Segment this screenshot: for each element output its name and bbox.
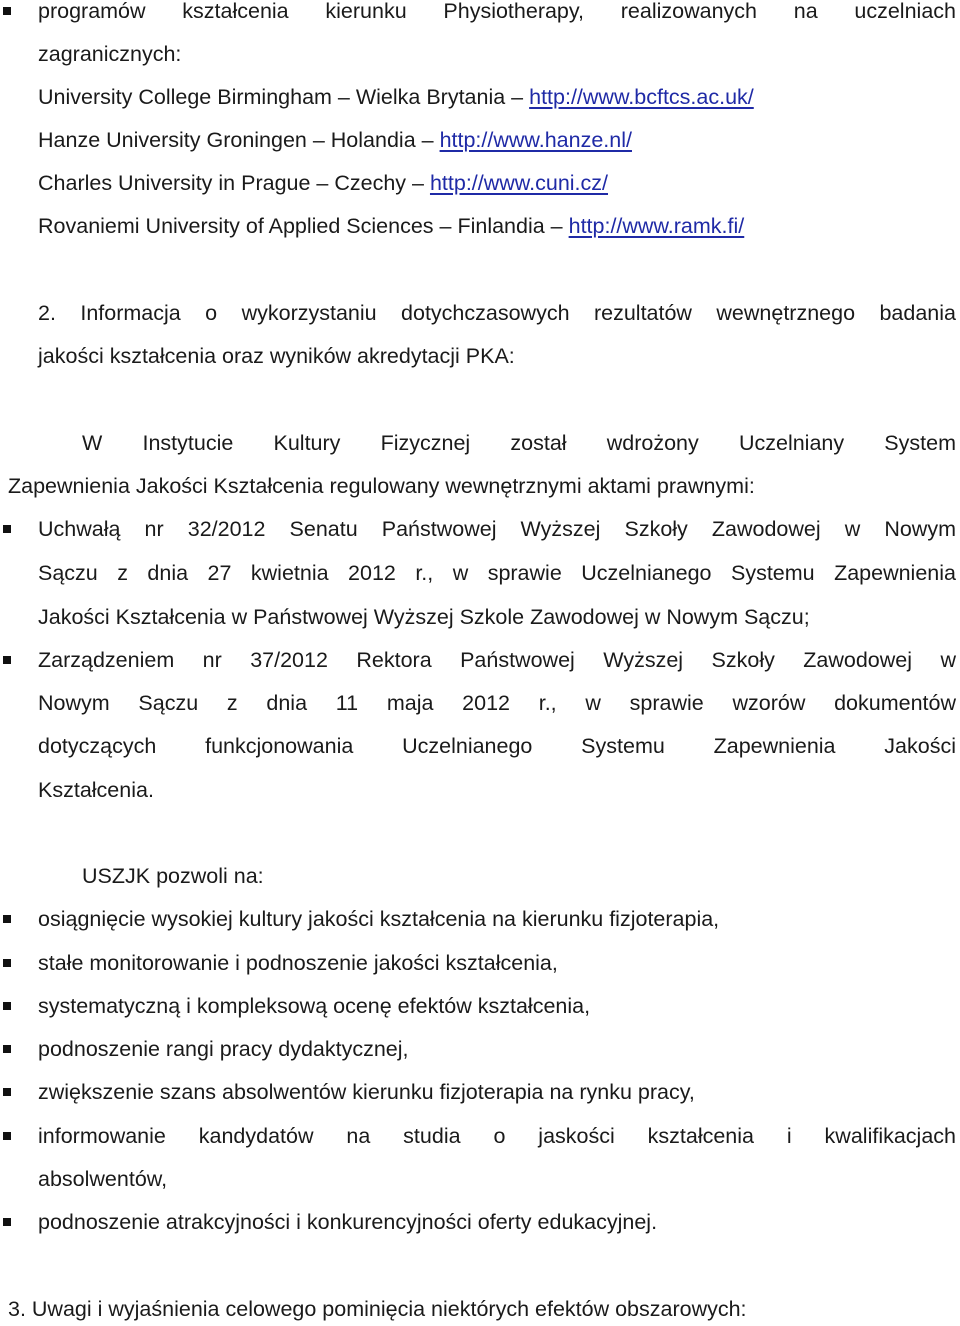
act-2-line-4: Kształcenia. bbox=[38, 778, 154, 802]
uszjk-list-item: podnoszenie rangi pracy dydaktycznej, bbox=[38, 1037, 409, 1061]
uszjk-list-item: zwiększenie szans absolwentów kierunku fizjoterapia na rynku pracy, bbox=[38, 1080, 695, 1104]
bullet-square-icon bbox=[3, 1132, 11, 1140]
university-link[interactable]: http://www.cuni.cz/ bbox=[429, 171, 609, 195]
institute-paragraph-line-1: W Instytucie Kultury Fizycznej został wdrożony Uczelniany System bbox=[82, 431, 956, 455]
university-name: Charles University in Prague – Czechy – bbox=[38, 171, 424, 195]
uszjk-list-item: informowanie kandydatów na studia o jaskości kształcenia i kwalifikacjach bbox=[38, 1124, 956, 1148]
bullet-square-icon bbox=[3, 1045, 11, 1053]
bullet-square-icon bbox=[3, 656, 11, 664]
programs-intro-line-1: programów kształcenia kierunku Physiotherapy, realizowanych na uczelniach bbox=[38, 0, 956, 23]
bullet-square-icon bbox=[3, 1002, 11, 1010]
section-2-heading-line-1: 2. Informacja o wykorzystaniu dotychczasowych rezultatów wewnętrznego badania bbox=[38, 301, 956, 325]
university-name: Rovaniemi University of Applied Sciences – Finlandia – bbox=[38, 214, 563, 238]
uszjk-list-item: systematyczną i kompleksową ocenę efektów kształcenia, bbox=[38, 994, 591, 1018]
institute-paragraph-line-2: Zapewnienia Jakości Kształcenia regulowany wewnętrznymi aktami prawnymi: bbox=[8, 474, 755, 498]
uszjk-intro: USZJK pozwoli na: bbox=[82, 864, 264, 888]
university-item bbox=[38, 125, 632, 155]
university-link[interactable]: http://www.ramk.fi/ bbox=[568, 214, 745, 238]
uszjk-list-item: stałe monitorowanie i podnoszenie jakości kształcenia, bbox=[38, 951, 558, 975]
programs-intro-line-2: zagranicznych: bbox=[38, 42, 182, 66]
section-2-heading-line-2: jakości kształcenia oraz wyników akredytacji PKA: bbox=[38, 344, 515, 368]
act-1-line-3: Jakości Kształcenia w Państwowej Wyższej Szkole Zawodowej w Nowym Sączu; bbox=[38, 605, 810, 629]
act-2-line-3: dotyczących funkcjonowania Uczelnianego Systemu Zapewnienia Jakości bbox=[38, 734, 956, 758]
university-item bbox=[38, 82, 754, 112]
bullet-square-icon bbox=[3, 959, 11, 967]
university-name: University College Birmingham – Wielka Brytania – bbox=[38, 85, 524, 109]
act-2-line-1: Zarządzeniem nr 37/2012 Rektora Państwowej Wyższej Szkoły Zawodowej w bbox=[38, 648, 956, 672]
section-3-heading: 3. Uwagi i wyjaśnienia celowego pominięcia niektórych efektów obszarowych: bbox=[8, 1297, 747, 1321]
university-link[interactable]: http://www.bcftcs.ac.uk/ bbox=[529, 85, 754, 109]
bullet-square-icon bbox=[3, 7, 11, 15]
university-item bbox=[38, 211, 744, 241]
act-1-line-1: Uchwałą nr 32/2012 Senatu Państwowej Wyższej Szkoły Zawodowej w Nowym bbox=[38, 517, 956, 541]
university-item bbox=[38, 168, 608, 198]
bullet-square-icon bbox=[3, 1088, 11, 1096]
uszjk-list-item-continuation: absolwentów, bbox=[38, 1167, 168, 1191]
act-2-line-2: Nowym Sączu z dnia 11 maja 2012 r., w sprawie wzorów dokumentów bbox=[38, 691, 956, 715]
bullet-square-icon bbox=[3, 1218, 11, 1226]
bullet-square-icon bbox=[3, 915, 11, 923]
uszjk-list-item: podnoszenie atrakcyjności i konkurencyjności oferty edukacyjnej. bbox=[38, 1210, 658, 1234]
university-link[interactable]: http://www.hanze.nl/ bbox=[439, 128, 632, 152]
act-1-line-2: Sączu z dnia 27 kwietnia 2012 r., w sprawie Uczelnianego Systemu Zapewnienia bbox=[38, 561, 956, 585]
bullet-square-icon bbox=[3, 525, 11, 533]
uszjk-list-item: osiągnięcie wysokiej kultury jakości kształcenia na kierunku fizjoterapia, bbox=[38, 907, 720, 931]
university-name: Hanze University Groningen – Holandia – bbox=[38, 128, 434, 152]
